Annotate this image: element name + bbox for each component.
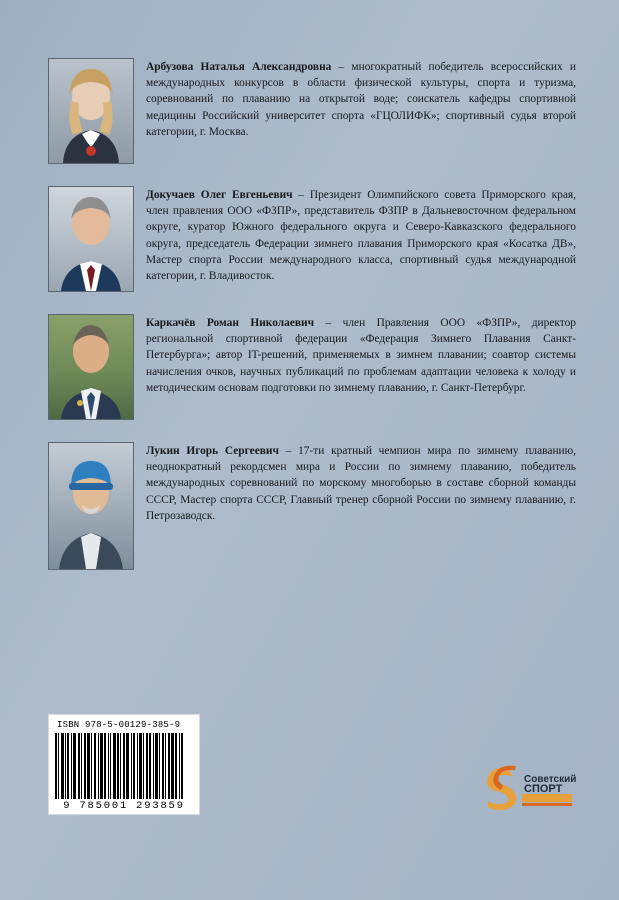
portrait-lukin-icon	[49, 443, 133, 569]
name-dash: –	[278, 445, 299, 457]
portrait-photo	[48, 442, 134, 570]
name-dash: –	[292, 189, 310, 201]
isbn-barcode	[48, 714, 200, 815]
isbn-label: ISBN 978-5-00129-385-9	[57, 720, 181, 730]
name-dash: –	[314, 317, 343, 329]
avatar	[48, 186, 132, 292]
svg-text:СПОРТ: СПОРТ	[524, 783, 563, 795]
list-item	[48, 186, 576, 292]
portrait-karkachev-icon	[49, 315, 133, 419]
barcode-digits: 9 785001 293859	[63, 800, 185, 812]
contributor-bio-2	[146, 186, 576, 284]
contributor-bio-1	[146, 58, 576, 140]
avatar	[48, 58, 132, 164]
svg-text:Советский: Советский	[524, 774, 576, 785]
avatar	[48, 314, 132, 420]
contributor-list	[48, 58, 576, 592]
portrait-photo	[48, 186, 134, 292]
publisher-logo	[478, 762, 576, 810]
contributor-description: многократный победитель всероссийских и международных конкурсов в области физической культуры, спорта и туризма, соревнований по плаванию на открытой воде; соискатель кафедры спортивной медицины Российский университет спорта «ГЦОЛИФК»; спортивный судья второй категории, г. Москва.	[146, 61, 577, 138]
contributor-bio-3	[146, 314, 576, 396]
list-item	[48, 314, 576, 420]
barcode-bars	[55, 733, 193, 799]
portrait-photo	[48, 314, 134, 420]
portrait-dokuchaev-icon	[49, 187, 133, 291]
contributor-description: 17-ти кратный чемпион мира по зимнему плаванию, неоднократный рекордсмен мира и России по зимнему плаванию, победитель международных соревнований по морскому многоборью в составе сборной команды СССР, Мастер спорта СССР, Главный тренер сборной России по зимнему плаванию, г. Петрозаводск.	[146, 445, 576, 522]
list-item	[48, 58, 576, 164]
contributor-name: Каркачёв Роман Николаевич	[146, 317, 315, 329]
contributor-bio-4	[146, 442, 576, 524]
contributor-name: Лукин Игорь Сергеевич	[146, 445, 279, 457]
avatar	[48, 442, 132, 570]
portrait-photo	[48, 58, 134, 164]
contributor-description: член Правления ООО «ФЗПР», директор региональной спортивной федерации «Федерация Зимнего Плавания Санкт-Петербурга»; автор IT-решений, применяемых в зимнем плавании; соавтор системы начисления очков, научных публикаций по проблемам адаптации человека к холоду и методическим основам подготовки по зимнему плаванию, г. Санкт-Петербург.	[146, 317, 577, 394]
sovetsky-sport-logo-icon	[478, 762, 576, 810]
contributor-description: Президент Олимпийского совета Приморского края, член правления ООО «ФЗПР», представитель ФЗПР в Дальневосточном федеральном округе, куратор Южного федерального округа и Северо-Кавказского федерального округа, председатель Федерации зимнего плавания Приморского края «Косатка ДВ», Мастер спорта России международного класса, спортивный судья международной категории, г. Владивосток.	[146, 189, 576, 282]
portrait-arbuzova-icon	[49, 59, 133, 163]
contributor-name: Докучаев Олег Евгеньевич	[146, 189, 293, 201]
contributor-name: Арбузова Наталья Александровна	[146, 61, 332, 73]
name-dash: –	[331, 61, 352, 73]
list-item	[48, 442, 576, 570]
